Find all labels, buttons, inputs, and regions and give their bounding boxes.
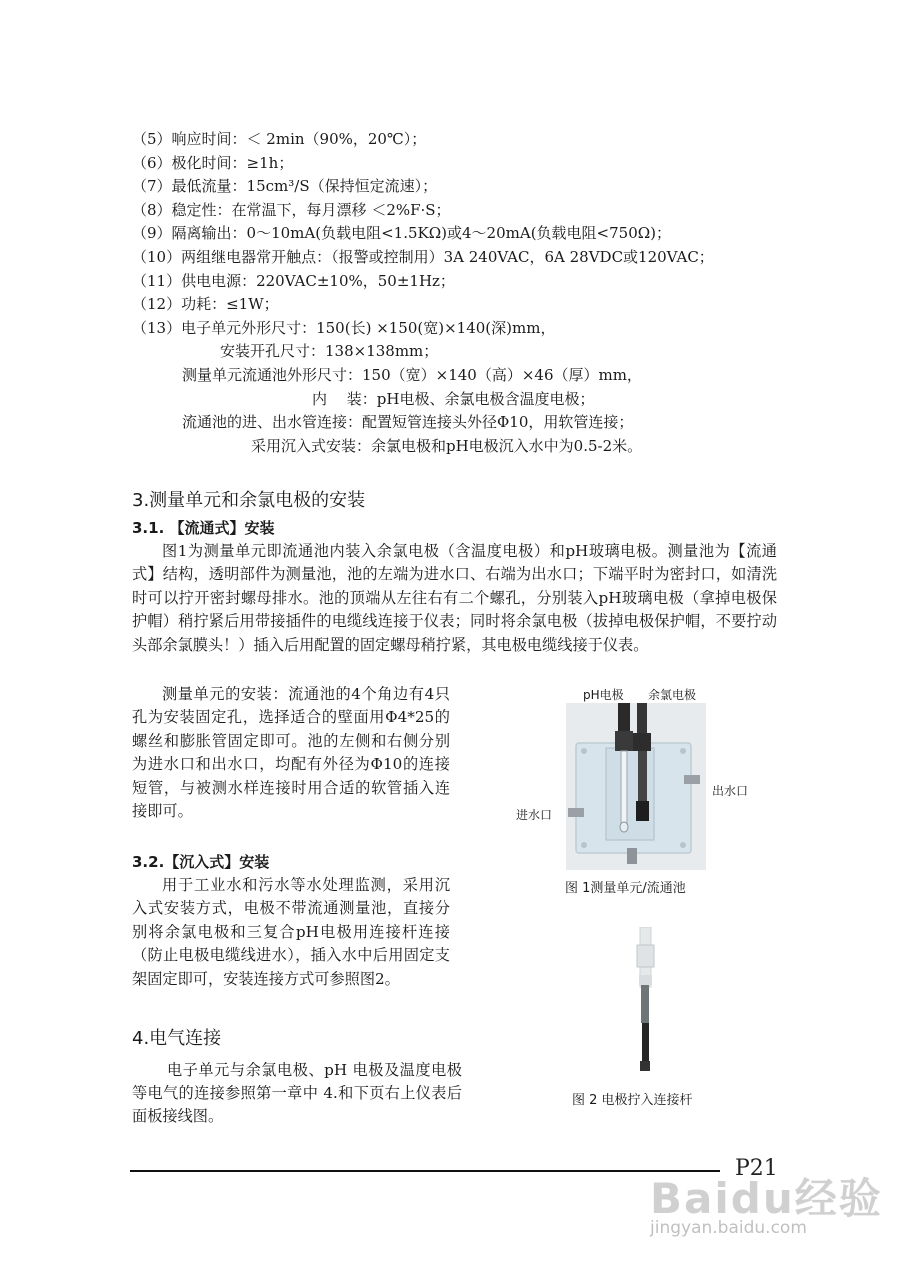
spec-flowcell-size: 测量单元流通池外形尺寸：150（宽）×140（高）×46（厚）mm， [182, 365, 642, 384]
spec-item: （5）响应时间：＜ 2min（90%，20℃）； [132, 130, 427, 148]
spec-item: （13）电子单元外形尺寸：150(长) ×150(宽)×140(深)mm， [132, 318, 556, 337]
figure1-flowcell-photo [566, 703, 706, 870]
spec-item: （8）稳定性：在常温下，每月漂移 ＜2%F·S； [132, 200, 451, 219]
footer-rule [130, 1170, 720, 1172]
figure1-caption: 图 1测量单元/流通池 [565, 881, 686, 896]
spec-item: （7）最低流量：15cm³/S（保持恒定流速）； [132, 177, 438, 196]
section-3-2-paragraph: 用于工业水和污水等水处理监测，采用沉入式安装方式，电极不带流通测量池，直接分别将余氯电极和三复合pH电极用连接杆连接（防止电极电缆线进水），插入水中后用固定支架固定即可，安装连接方式可参照图2。 [132, 876, 450, 988]
figure1-label-ph: pH电极 [583, 688, 624, 702]
spec-contents: 内 装：pH电极、余氯电极含温度电极； [312, 389, 595, 408]
spec-item: （10）两组继电器常开触点：（报警或控制用）3A 240VAC，6A 28VDC或120VAC； [132, 247, 714, 266]
page-number: P21 [735, 1156, 778, 1181]
section-3-title: 3.测量单元和余氯电极的安装 [132, 490, 366, 511]
section-3-1-paragraph: 图1为测量单元即流通池内装入余氯电极（含温度电极）和pH玻璃电极。测量池为【流通式】结构，透明部件为测量池，池的左端为进水口、右端为出水口；下端平时为密封口，如清洗时可以拧开密封螺母排水。池的顶端从左往右有二个螺孔，分别装入pH玻璃电极（拿掉电极保护帽）稍拧紧后用带接插件的电缆线连接于仪表；同时将余氯电极（拔掉电极保护帽，不要拧动头部余氯膜头！）插入后用配置的固定螺母稍拧紧，其电极电缆线接于仪表。 [132, 542, 777, 654]
watermark-logo: Baidu经验 [650, 1174, 883, 1223]
spec-pipes: 流通池的进、出水管连接：配置短管连接头外径Φ10，用软管连接； [182, 413, 634, 432]
spec-list [132, 128, 832, 458]
spec-item: （12）功耗：≤1W； [132, 295, 279, 314]
spec-item: （11）供电电源：220VAC±10%，50±1Hz； [132, 271, 455, 290]
section-4-paragraph: 电子单元与余氯电极、pH 电极及温度电极等电气的连接参照第一章中 4.和下页右上仪表后面板接线图。 [132, 1061, 462, 1125]
watermark-url: jingyan.baidu.com [650, 1218, 807, 1238]
flowcell-illustration [566, 703, 706, 870]
section-3-1-install-paragraph: 测量单元的安装：流通池的4个角边有4只孔为安装固定孔，选择适合的壁面用Φ4*25的螺丝和膨胀管固定即可。池的左侧和右侧分别为进水口和出水口，均配有外径为Φ10的连接短管，与被测水样连接时用合适的软管插入连接即可。 [132, 685, 450, 821]
figure1-label-inlet: 进水口 [516, 808, 553, 822]
figure2-caption: 图 2 电极拧入连接杆 [572, 1093, 693, 1108]
section-3-2-title: 3.2.【沉入式】安装 [132, 853, 270, 871]
figure1-label-chlorine: 余氯电极 [648, 688, 697, 702]
spec-item: （6）极化时间：≥1h； [132, 153, 294, 172]
section-4-title: 4.电气连接 [132, 1028, 222, 1049]
figure2-rod-photo [620, 927, 670, 1075]
figure1-label-outlet: 出水口 [712, 784, 749, 798]
spec-item: （9）隔离输出：0～10mA(负载电阻<1.5KΩ)或4～20mA(负载电阻<750Ω)； [132, 224, 672, 243]
spec-submerged: 采用沉入式安装：余氯电极和pH电极沉入水中为0.5-2米。 [251, 436, 643, 455]
connection-rod-illustration [620, 927, 670, 1075]
section-3-1-title: 3.1. 【流通式】安装 [132, 519, 275, 537]
spec-cutout: 安装开孔尺寸：138×138mm； [220, 342, 439, 361]
